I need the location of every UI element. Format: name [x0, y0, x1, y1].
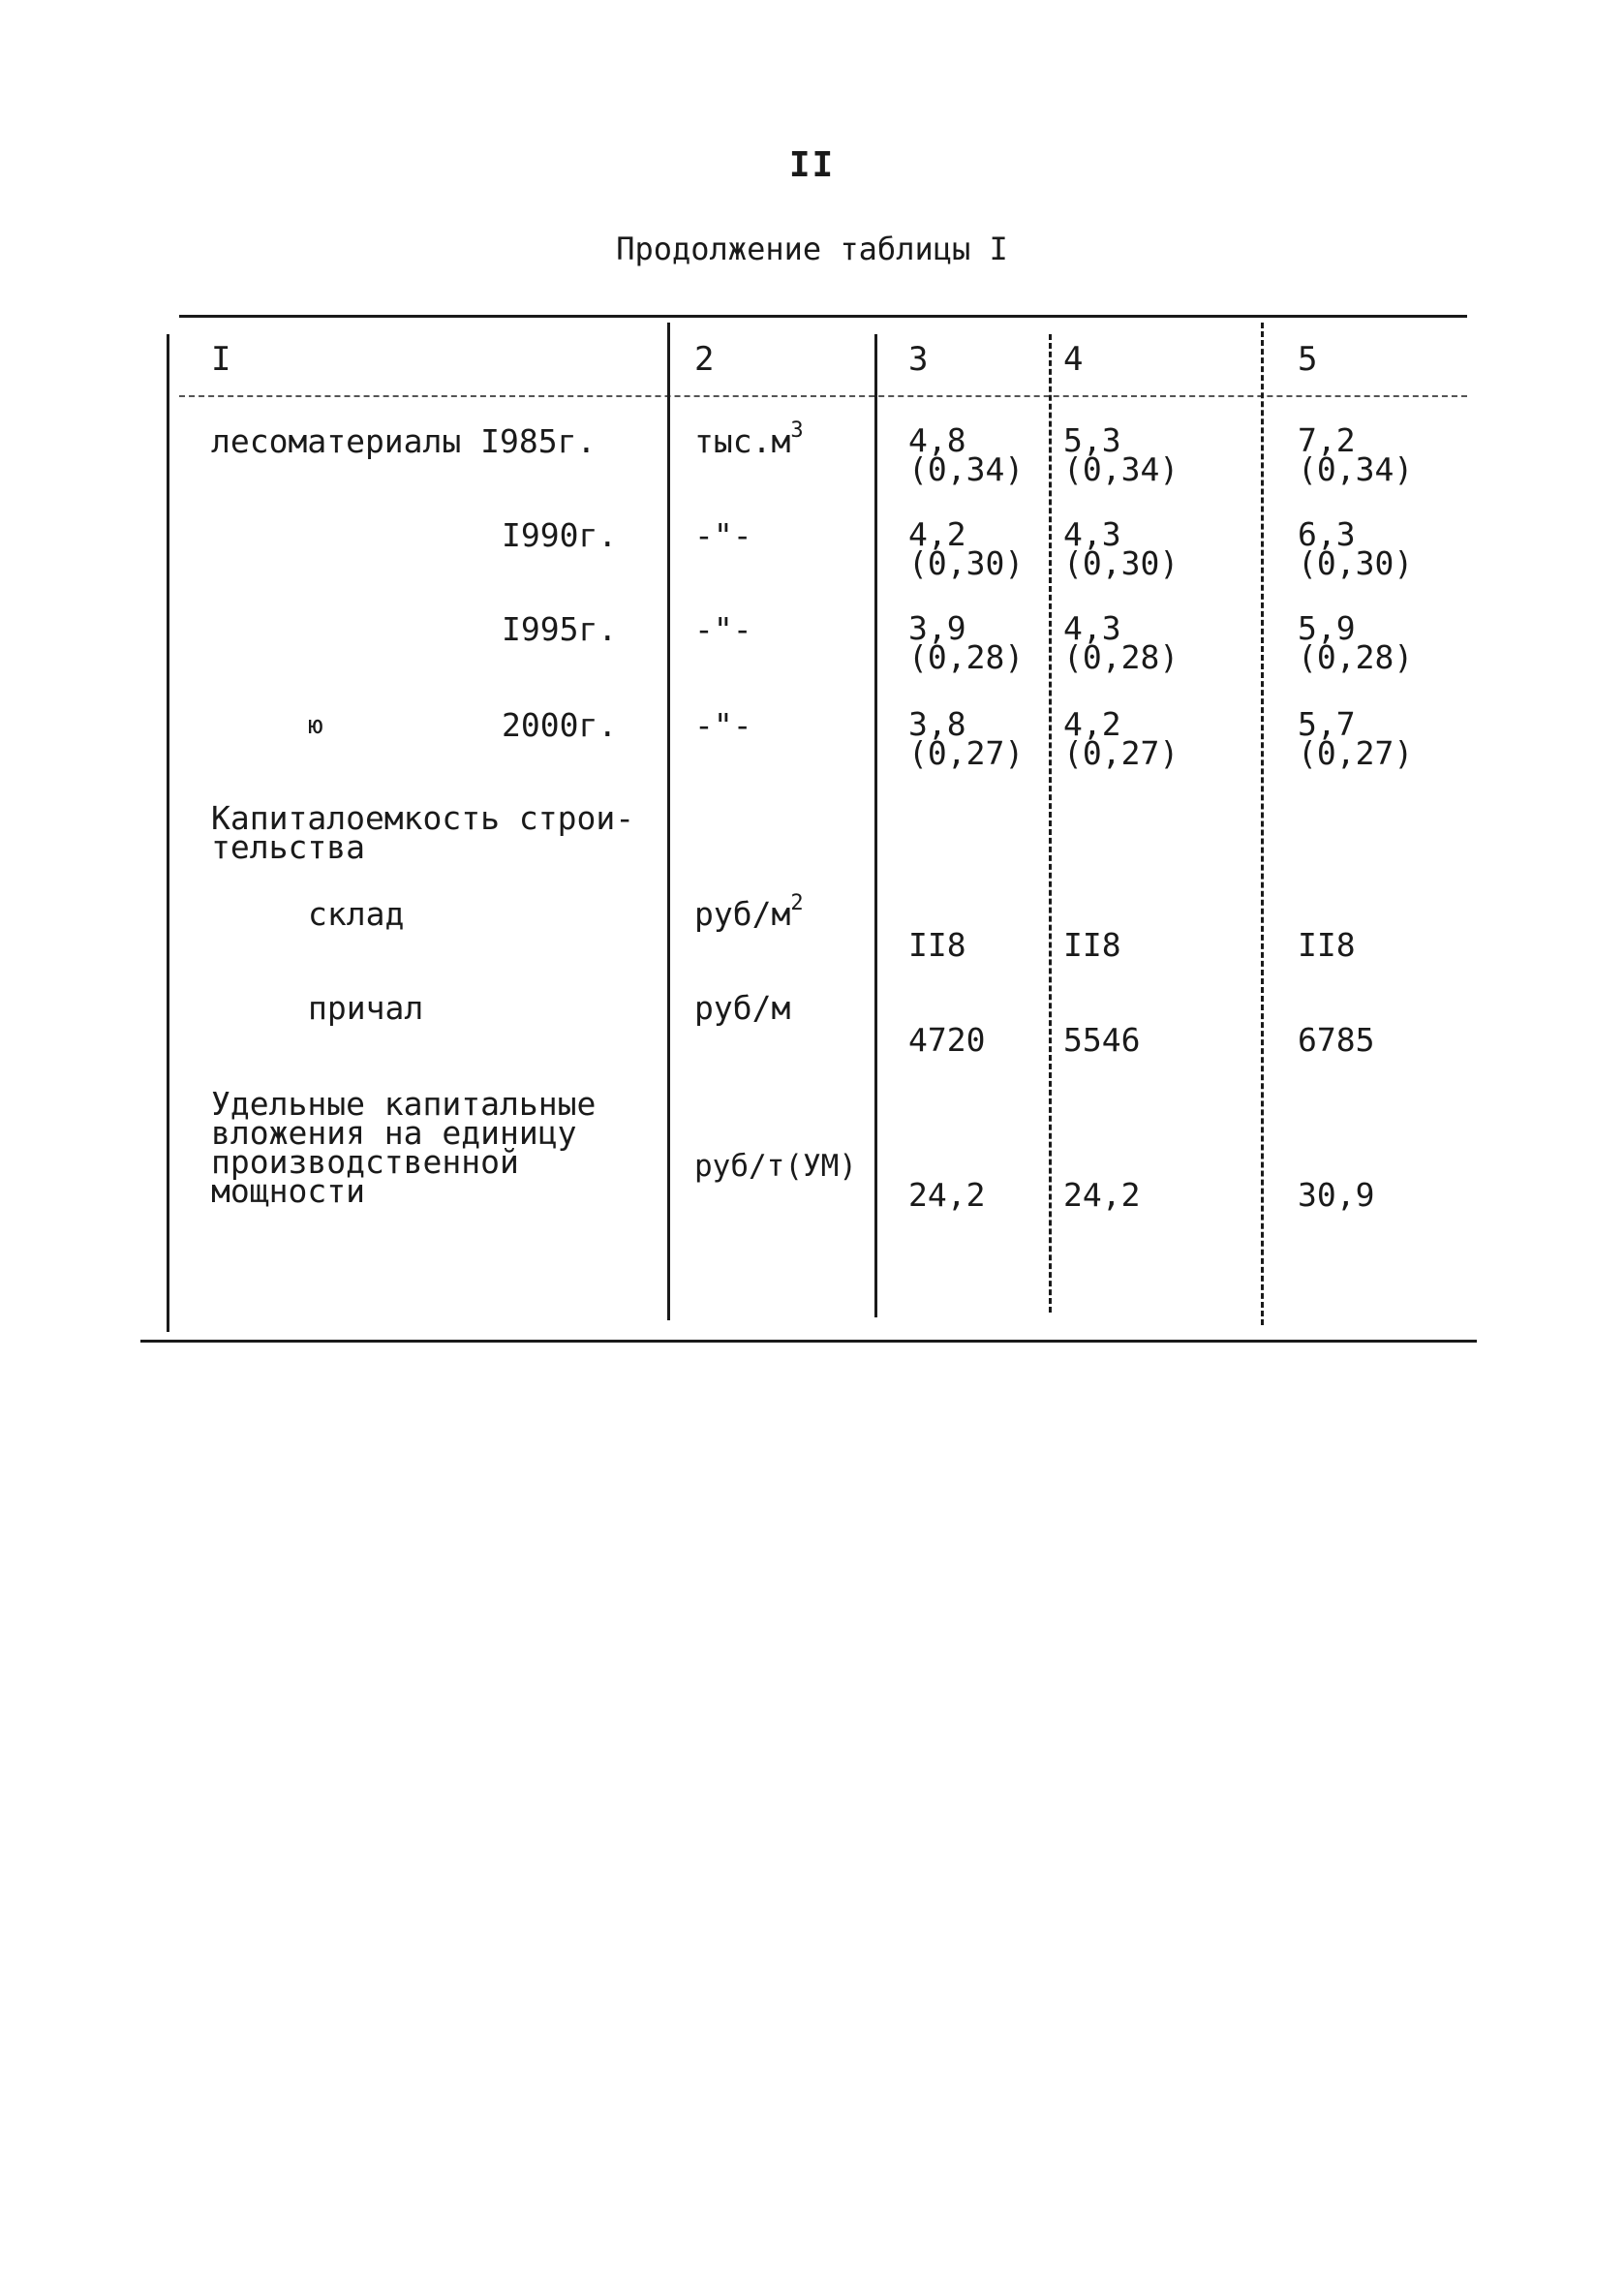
row-1985-unit — [694, 418, 804, 462]
share: (0,30) — [908, 544, 1025, 582]
share: (0,28) — [1298, 638, 1414, 676]
header-col-3: 3 — [908, 340, 929, 379]
row-1995-col4 — [1063, 609, 1180, 676]
value: 3,8 — [908, 705, 966, 743]
share: (0,27) — [1063, 734, 1180, 772]
share: (0,34) — [908, 450, 1025, 488]
value: 4,8 — [908, 421, 966, 459]
unit-superscript: 2 — [790, 891, 804, 915]
row-warehouse-unit — [694, 891, 804, 935]
value: 5,3 — [1063, 421, 1121, 459]
share: (0,27) — [1298, 734, 1414, 772]
label-line: тельства — [211, 828, 365, 866]
unit-text: руб/м — [694, 895, 791, 933]
value: 6,3 — [1298, 515, 1356, 553]
row-2000-col3 — [908, 705, 1025, 772]
header-col-5: 5 — [1298, 340, 1318, 379]
row-1985-label: лесоматериалы I985г. — [211, 422, 597, 460]
value: 5,7 — [1298, 705, 1356, 743]
value: 7,2 — [1298, 421, 1356, 459]
share: (0,28) — [1063, 638, 1180, 676]
unit-superscript: 3 — [790, 418, 804, 443]
row-1995-unit: -"- — [694, 610, 752, 648]
header-col-4: 4 — [1063, 340, 1084, 379]
value: 4,2 — [908, 515, 966, 553]
row-1990-unit: -"- — [694, 516, 752, 554]
row-2000-prefix: ю — [308, 711, 323, 740]
header-col-2: 2 — [694, 340, 715, 379]
table-bottom-rule — [140, 1340, 1477, 1343]
row-1985-col4 — [1063, 421, 1180, 488]
value: 4,3 — [1063, 609, 1121, 647]
row-specific-col3: 24,2 — [908, 1176, 986, 1214]
column-border-left — [167, 334, 169, 1332]
row-berth-col5: 6785 — [1298, 1021, 1375, 1059]
page-number: II — [788, 145, 836, 185]
share: (0,30) — [1063, 544, 1180, 582]
row-berth-col4: 5546 — [1063, 1021, 1141, 1059]
unit-text: тыс.м — [694, 422, 791, 460]
row-specific-col4: 24,2 — [1063, 1176, 1141, 1214]
row-berth-col3: 4720 — [908, 1021, 986, 1059]
row-specific-unit: руб/т(УМ) — [694, 1149, 857, 1184]
header-col-1: I — [211, 340, 231, 379]
value: 3,9 — [908, 609, 966, 647]
capital-intensity-label — [211, 799, 635, 866]
row-berth-label: причал — [308, 989, 424, 1027]
column-border-3-4 — [1049, 334, 1052, 1313]
column-border-2-3 — [874, 334, 877, 1317]
label-line: Удельные капитальные — [211, 1085, 597, 1123]
column-border-4-5 — [1261, 323, 1264, 1325]
share: (0,30) — [1298, 544, 1414, 582]
row-1995-col5 — [1298, 609, 1414, 676]
table-top-rule — [179, 315, 1467, 318]
row-warehouse-col5: II8 — [1298, 926, 1356, 964]
row-2000-col4 — [1063, 705, 1180, 772]
row-warehouse-col3: II8 — [908, 926, 966, 964]
row-1990-col4 — [1063, 515, 1180, 582]
row-1985-col3 — [908, 421, 1025, 488]
value: 5,9 — [1298, 609, 1356, 647]
row-specific-col5: 30,9 — [1298, 1176, 1375, 1214]
row-1990-col5 — [1298, 515, 1414, 582]
header-separator — [179, 395, 1467, 397]
label-line: Капиталоемкость строи- — [211, 799, 635, 837]
row-warehouse-col4: II8 — [1063, 926, 1121, 964]
label-line: мощности — [211, 1172, 365, 1210]
row-1985-col5 — [1298, 421, 1414, 488]
row-2000-label: 2000г. — [502, 706, 618, 744]
share: (0,28) — [908, 638, 1025, 676]
row-1995-label: I995г. — [502, 610, 618, 648]
row-warehouse-label: склад — [308, 895, 405, 933]
row-berth-unit: руб/м — [694, 989, 791, 1027]
label-line: производственной — [211, 1143, 519, 1181]
table-subtitle: Продолжение таблицы I — [616, 231, 1008, 267]
share: (0,34) — [1298, 450, 1414, 488]
row-2000-col5 — [1298, 705, 1414, 772]
row-2000-unit: -"- — [694, 706, 752, 744]
share: (0,34) — [1063, 450, 1180, 488]
row-1995-col3 — [908, 609, 1025, 676]
row-1990-col3 — [908, 515, 1025, 582]
specific-investment-label — [211, 1085, 597, 1210]
row-1990-label: I990г. — [502, 516, 618, 554]
value: 4,3 — [1063, 515, 1121, 553]
share: (0,27) — [908, 734, 1025, 772]
column-border-1-2 — [667, 323, 670, 1320]
value: 4,2 — [1063, 705, 1121, 743]
label-line: вложения на единицу — [211, 1114, 577, 1152]
